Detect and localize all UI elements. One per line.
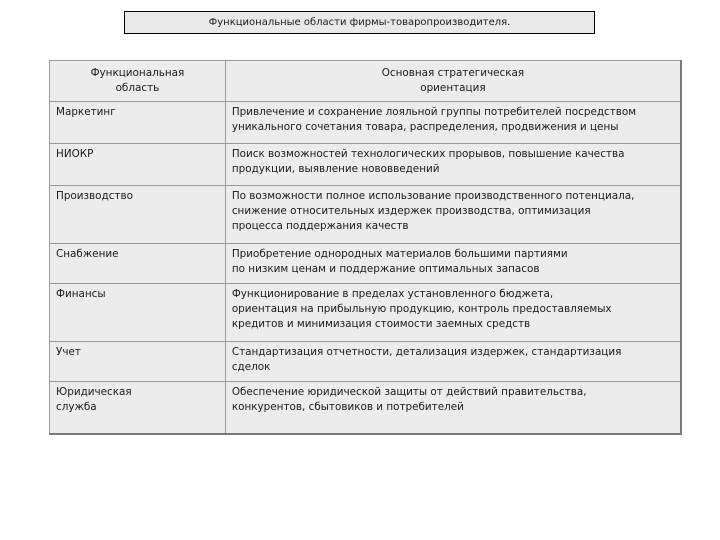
orientation-cell: Поиск возможностей технологических прорывов, повышение качества продукции, выявление нововведений	[225, 144, 680, 186]
table-row	[50, 284, 681, 342]
table-row	[50, 244, 681, 284]
column-header-area: Функциональная область	[50, 61, 226, 102]
table-row	[50, 342, 681, 382]
orientation-cell: Функционирование в пределах установленного бюджета, ориентация на прибыльную продукцию, контроль предоставляемых кредитов и минимизация стоимости заемных средств	[225, 284, 680, 342]
area-cell: НИОКР	[50, 144, 226, 186]
table-shadow-bottom	[49, 433, 682, 435]
orientation-cell: Привлечение и сохранение лояльной группы потребителей посредством уникального сочетания товара, распределения, продвижения и цены	[225, 102, 680, 144]
orientation-cell: Обеспечение юридической защиты от действий правительства, конкурентов, сбытовиков и потребителей	[225, 382, 680, 435]
orientation-cell: Стандартизация отчетности, детализация издержек, стандартизация сделок	[225, 342, 680, 382]
area-cell: Юридическая служба	[50, 382, 226, 435]
table-header-row	[50, 61, 681, 102]
area-cell: Финансы	[50, 284, 226, 342]
table-shadow-right	[680, 60, 682, 434]
area-cell: Маркетинг	[50, 102, 226, 144]
area-cell: Снабжение	[50, 244, 226, 284]
column-header-orientation: Основная стратегическая ориентация	[225, 61, 680, 102]
table-row	[50, 382, 681, 435]
orientation-cell: По возможности полное использование производственного потенциала, снижение относительных издержек производства, оптимизация процесса поддержания качеств	[225, 186, 680, 244]
page-title: Функциональные области фирмы-товаропроизводителя.	[124, 11, 595, 34]
table-row	[50, 144, 681, 186]
table-row	[50, 186, 681, 244]
table-row	[50, 102, 681, 144]
area-cell: Учет	[50, 342, 226, 382]
area-cell: Производство	[50, 186, 226, 244]
functional-areas-table	[49, 60, 681, 435]
orientation-cell: Приобретение однородных материалов большими партиями по низким ценам и поддержание оптимальных запасов	[225, 244, 680, 284]
